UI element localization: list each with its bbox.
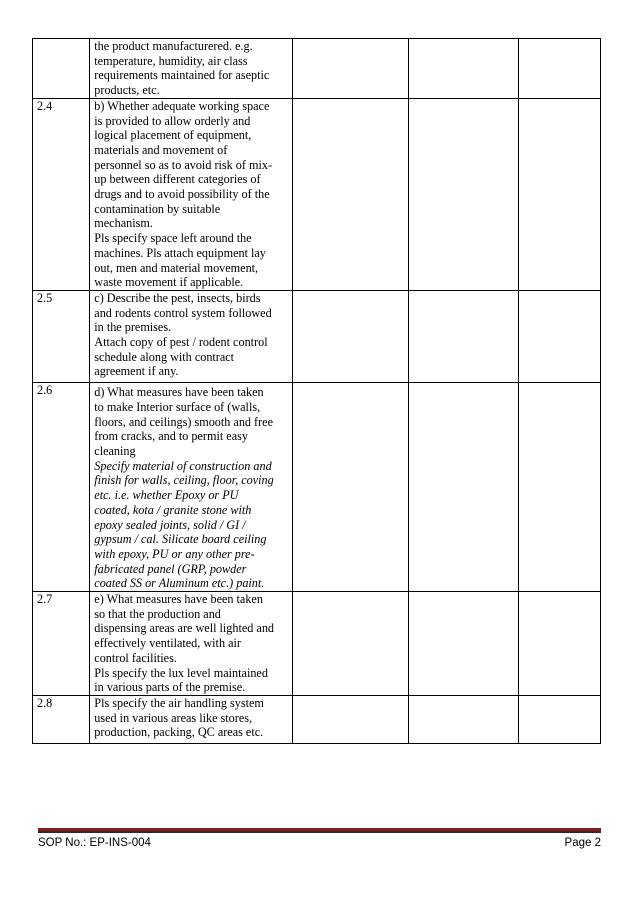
response-cell[interactable] — [408, 290, 518, 382]
sop-number: SOP No.: EP-INS-004 — [38, 837, 151, 849]
response-cell[interactable] — [293, 383, 409, 592]
item-number: 2.6 — [33, 383, 90, 592]
description-line: agreement if any. — [94, 364, 179, 379]
description-line: from cracks, and to permit easy — [94, 429, 248, 444]
table-row — [33, 39, 601, 99]
table-row — [33, 290, 601, 382]
response-cell[interactable] — [408, 39, 518, 99]
description-line: the product manufacturered. e.g. — [94, 39, 253, 53]
table-row — [33, 695, 601, 743]
table-body — [33, 39, 601, 744]
description-line: floors, and ceilings) smooth and free — [94, 414, 273, 429]
description-line: materials and movement of — [94, 142, 228, 157]
page-number: Page 2 — [564, 837, 601, 849]
item-description — [90, 98, 293, 290]
description-line: Specify material of construction and — [94, 458, 272, 473]
description-line: used in various areas like stores, — [94, 710, 253, 725]
description-line: up between different categories of — [94, 172, 261, 187]
description-line: is provided to allow orderly and — [94, 113, 251, 128]
response-cell[interactable] — [408, 592, 518, 696]
response-cell[interactable] — [408, 98, 518, 290]
description-line: mechanism. — [94, 216, 153, 231]
description-line: waste movement if applicable. — [94, 275, 244, 290]
sop-checklist-table — [32, 38, 601, 744]
footer-rule-dark — [38, 831, 601, 833]
description-line: dispensing areas are well lighted and — [94, 621, 275, 636]
description-line: temperature, humidity, air class — [94, 53, 248, 68]
description-line: coated, kota / granite stone with — [94, 502, 252, 517]
description-line: Attach copy of pest / rodent control — [94, 335, 268, 350]
item-number — [33, 39, 90, 99]
description-line: d) What measures have been taken — [94, 385, 264, 400]
item-description — [90, 39, 293, 99]
item-description — [90, 290, 293, 382]
item-number: 2.4 — [33, 98, 90, 290]
response-cell[interactable] — [518, 695, 600, 743]
page-footer — [38, 837, 601, 853]
response-cell[interactable] — [408, 695, 518, 743]
description-line: with epoxy, PU or any other pre- — [94, 546, 255, 561]
description-line: machines. Pls attach equipment lay — [94, 245, 266, 260]
response-cell[interactable] — [518, 592, 600, 696]
description-line: contamination by suitable — [94, 201, 221, 216]
item-number: 2.8 — [33, 695, 90, 743]
description-line: control facilities. — [94, 650, 177, 665]
response-cell[interactable] — [293, 98, 409, 290]
description-line: c) Describe the pest, insects, birds — [94, 290, 261, 305]
description-line: effectively ventilated, with air — [94, 636, 241, 651]
description-line: b) Whether adequate working space — [94, 98, 270, 113]
response-cell[interactable] — [518, 383, 600, 592]
description-line: gypsum / cal. Silicate board ceiling — [94, 532, 267, 547]
response-cell[interactable] — [518, 39, 600, 99]
description-line: finish for walls, ceiling, floor, coving — [94, 473, 274, 488]
response-cell[interactable] — [408, 383, 518, 592]
description-line: out, men and material movement, — [94, 260, 259, 275]
description-line: Pls specify the air handling system — [94, 695, 264, 710]
description-line: requirements maintained for aseptic — [94, 68, 270, 83]
description-line: cleaning — [94, 443, 136, 458]
item-number: 2.7 — [33, 592, 90, 696]
description-line: coated SS or Aluminum etc.) paint. — [94, 576, 265, 591]
table-row — [33, 383, 601, 592]
description-line: production, packing, QC areas etc. — [94, 725, 264, 740]
description-line: etc. i.e. whether Epoxy or PU — [94, 488, 239, 503]
description-line: and rodents control system followed — [94, 305, 272, 320]
description-line: Pls specify space left around the — [94, 231, 252, 246]
item-description — [90, 695, 293, 743]
item-description — [90, 383, 293, 592]
response-cell[interactable] — [293, 39, 409, 99]
response-cell[interactable] — [293, 695, 409, 743]
description-line: to make Interior surface of (walls, — [94, 399, 261, 414]
description-line: so that the production and — [94, 606, 221, 621]
item-description — [90, 592, 293, 696]
description-line: e) What measures have been taken — [94, 592, 263, 607]
response-cell[interactable] — [293, 592, 409, 696]
table-row — [33, 98, 601, 290]
item-number: 2.5 — [33, 290, 90, 382]
description-line: Pls specify the lux level maintained — [94, 665, 268, 680]
description-line: in the premises. — [94, 320, 172, 335]
table-row — [33, 592, 601, 696]
description-line: schedule along with contract — [94, 349, 235, 364]
description-line: products, etc. — [94, 83, 160, 98]
response-cell[interactable] — [518, 290, 600, 382]
description-line: personnel so as to avoid risk of mix- — [94, 157, 273, 172]
description-line: drugs and to avoid possibility of the — [94, 187, 270, 202]
description-line: in various parts of the premise. — [94, 680, 246, 695]
description-line: epoxy sealed joints, solid / GI / — [94, 517, 246, 532]
description-line: fabricated panel (GRP, powder — [94, 561, 247, 576]
response-cell[interactable] — [518, 98, 600, 290]
description-line: logical placement of equipment, — [94, 128, 252, 143]
response-cell[interactable] — [293, 290, 409, 382]
